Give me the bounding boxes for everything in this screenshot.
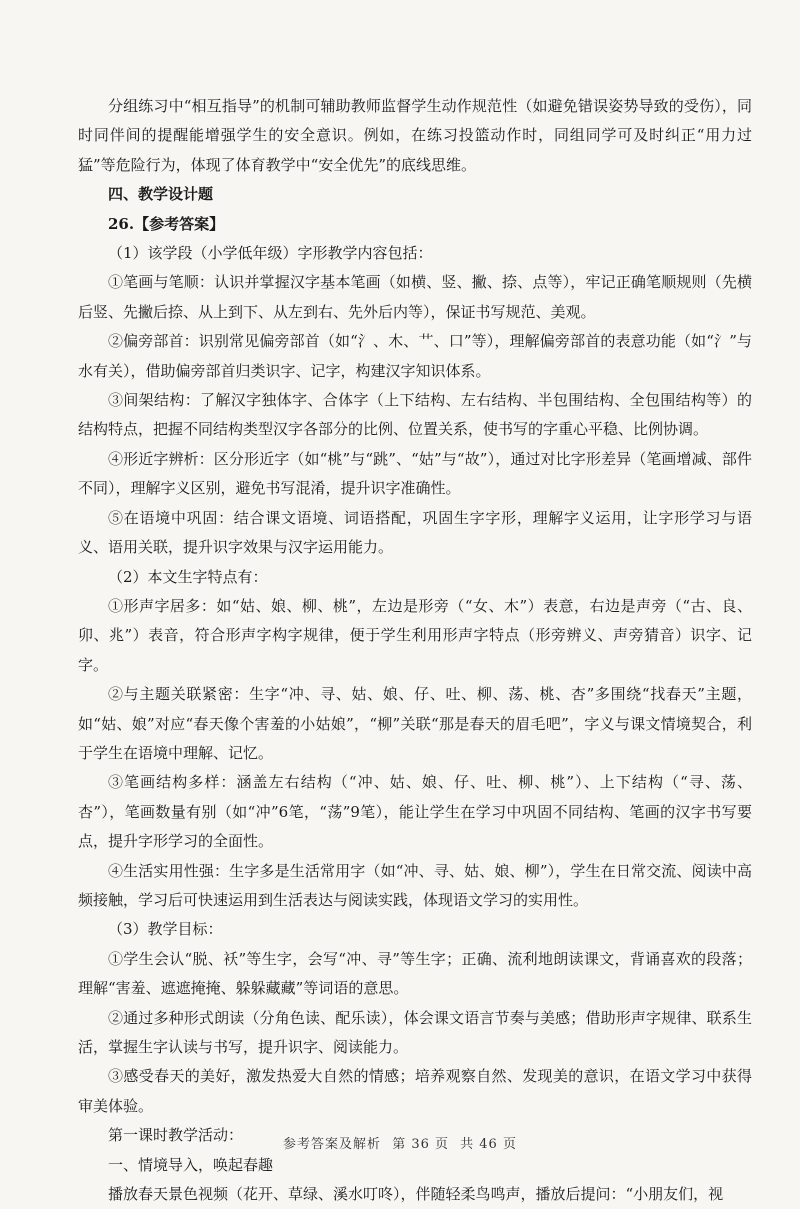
- paragraph: ⑤在语境中巩固：结合课文语境、词语搭配，巩固生字字形，理解字义运用，让字形学习与语义、语用关联，提升识字效果与汉字运用能力。: [78, 508, 752, 557]
- paragraph: 一、情境导入，唤起春趣: [108, 1155, 274, 1174]
- paragraph: （1）该学段（小学低年级）字形教学内容包括：: [108, 244, 433, 263]
- paragraph: 第一课时教学活动：: [108, 1126, 244, 1145]
- paragraph: 播放春天景色视频（花开、草绿、溪水叮咚），伴随轻柔鸟鸣声，播放后提问：“小朋友们，视: [108, 1185, 724, 1204]
- paragraph: ④形近字辨析：区分形近字（如“桃”与“跳”、“姑”与“故”），通过对比字形差异（笔画增减、部件不同），理解字义区别，避免书写混淆，提升识字准确性。: [78, 449, 752, 498]
- paragraph: ③感受春天的美好，激发热爱大自然的情感；培养观察自然、发现美的意识，在语文学习中获得审美体验。: [78, 1067, 752, 1115]
- paragraph: （3）教学目标：: [108, 920, 223, 939]
- paragraph: ③笔画结构多样：涵盖左右结构（“冲、姑、娘、仔、吐、柳、桃”）、上下结构（“寻、荡、杏”），笔画数量有别（如“冲”6笔，“荡”9笔），能让学生在学习中巩固不同结构、笔画的汉字书写要点，提升字形学习的全面性。: [78, 773, 752, 851]
- section-heading: 四、教学设计题: [108, 185, 214, 204]
- page-footer: [0, 1133, 800, 1152]
- footer-title: 参考答案及解析: [283, 1137, 382, 1152]
- page-body: [78, 92, 752, 1209]
- footer-total-pages: 共 46 页: [460, 1137, 517, 1152]
- paragraph: ②通过多种形式朗读（分角色读、配乐读），体会课文语言节奏与美感；借助形声字规律、联系生活，掌握生字认读与书写，提升识字、阅读能力。: [78, 1008, 752, 1056]
- question-heading: 26.【参考答案】: [108, 214, 225, 233]
- paragraph: ①形声字居多：如“姑、娘、柳、桃”，左边是形旁（“女、木”）表意，右边是声旁（“古、良、卯、兆”）表音，符合形声字构字规律，便于学生利用形声字特点（形旁辨义、声旁猜音）识字、记字。: [78, 596, 752, 674]
- paragraph: ④生活实用性强：生字多是生活常用字（如“冲、寻、姑、娘、柳”），学生在日常交流、阅读中高频接触，学习后可快速运用到生活表达与阅读实践，体现语文学习的实用性。: [78, 861, 752, 909]
- footer-page-number: 第 36 页: [392, 1137, 449, 1152]
- paragraph: ①学生会认“脱、袄”等生字，会写“冲、寻”等生字；正确、流利地朗读课文，背诵喜欢的段落；理解“害羞、遮遮掩掩、躲躲藏藏”等词语的意思。: [78, 949, 752, 998]
- paragraph: ②偏旁部首：识别常见偏旁部首（如“氵、木、艹、口”等），理解偏旁部首的表意功能（如“氵”与水有关），借助偏旁部首归类识字、记字，构建汉字知识体系。: [78, 332, 752, 380]
- paragraph-intro: 分组练习中“相互指导”的机制可辅助教师监督学生动作规范性（如避免错误姿势导致的受伤），同时同伴间的提醒能增强学生的安全意识。例如，在练习投篮动作时，同组同学可及时纠正“用力过猛”等危险行为，体现了体育教学中“安全优先”的底线思维。: [78, 97, 752, 174]
- paragraph: ①笔画与笔顺：认识并掌握汉字基本笔画（如横、竖、撇、捺、点等），牢记正确笔顺规则（先横后竖、先撇后捺、从上到下、从左到右、先外后内等），保证书写规范、美观。: [78, 273, 752, 321]
- paragraph: ③间架结构：了解汉字独体字、合体字（上下结构、左右结构、半包围结构、全包围结构等）的结构特点，把握不同结构类型汉字各部分的比例、位置关系，使书写的字重心平稳、比例协调。: [78, 391, 752, 439]
- paragraph: （2）本文生字特点有：: [108, 567, 268, 586]
- paragraph: ②与主题关联紧密：生字“冲、寻、姑、娘、仔、吐、柳、荡、桃、杏”多围绕“找春天”主题，如“姑、娘”对应“春天像个害羞的小姑娘”，“柳”关联“那是春天的眉毛吧”，字义与课文情境契合，利于学生在语境中理解、记忆。: [78, 685, 752, 762]
